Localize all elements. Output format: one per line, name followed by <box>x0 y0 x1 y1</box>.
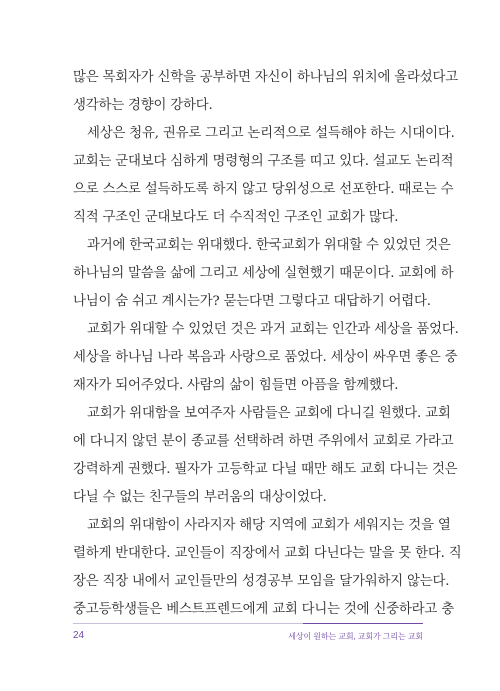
body-line: 하나님의 말씀을 삶에 그리고 세상에 실현했기 때문이다. 교회에 하 <box>73 266 454 281</box>
body-line: 으로 스스로 설득하도록 하지 않고 당위성으로 선포한다. 때로는 수 <box>73 182 454 197</box>
body-line: 직적 구조인 군대보다도 더 수직적인 구조인 교회가 많다. <box>73 210 399 225</box>
body-line: 교회가 위대함을 보여주자 사람들은 교회에 다니길 원했다. 교회 <box>87 406 451 421</box>
body-line: 교회의 위대함이 사라지자 해당 지역에 교회가 세워지는 것을 열 <box>87 518 451 533</box>
footer-rule-accent <box>303 623 423 624</box>
body-line: 과거에 한국교회는 위대했다. 한국교회가 위대할 수 있었던 것은 <box>87 238 451 253</box>
body-line: 재자가 되어주었다. 사람의 삶이 힘들면 아픔을 함께했다. <box>73 378 399 393</box>
footer-rule <box>73 623 423 624</box>
body-line: 렬하게 반대한다. 교인들이 직장에서 교회 다닌다는 말을 못 한다. 직 <box>73 546 462 561</box>
body-text <box>73 64 462 624</box>
body-line: 장은 직장 내에서 교인들만의 성경공부 모임을 달가워하지 않는다. <box>73 574 450 589</box>
body-line: 교회는 군대보다 심하게 명령형의 구조를 띠고 있다. 설교도 논리적 <box>73 154 454 169</box>
running-head: 세상이 원하는 교회, 교회가 그리는 교회 <box>288 632 423 641</box>
body-line: 세상은 청유, 권유로 그리고 논리적으로 설득해야 하는 시대이다. <box>87 126 455 141</box>
body-line: 에 다니지 않던 분이 종교를 선택하려 하면 주위에서 교회로 가라고 <box>73 434 454 449</box>
body-line: 다닐 수 없는 친구들의 부러움의 대상이었다. <box>73 490 327 505</box>
body-line: 세상을 하나님 나라 복음과 사랑으로 품었다. 세상이 싸우면 좋은 중 <box>73 350 458 365</box>
page-number: 24 <box>73 630 85 641</box>
body-line: 많은 목회자가 신학을 공부하면 자신이 하나님의 위치에 올라섰다고 <box>73 70 458 85</box>
body-line: 중고등학생들은 베스트프렌드에게 교회 다니는 것에 신중하라고 충 <box>73 602 454 617</box>
body-line: 생각하는 경향이 강하다. <box>73 98 213 113</box>
body-line: 교회가 위대할 수 있었던 것은 과거 교회는 인간과 세상을 품었다. <box>87 322 459 337</box>
body-line: 강력하게 권했다. 필자가 고등학교 다닐 때만 해도 교회 다니는 것은 <box>73 462 458 477</box>
body-line: 나님이 숨 쉬고 계시는가? 묻는다면 그렇다고 대답하기 어렵다. <box>73 294 431 309</box>
